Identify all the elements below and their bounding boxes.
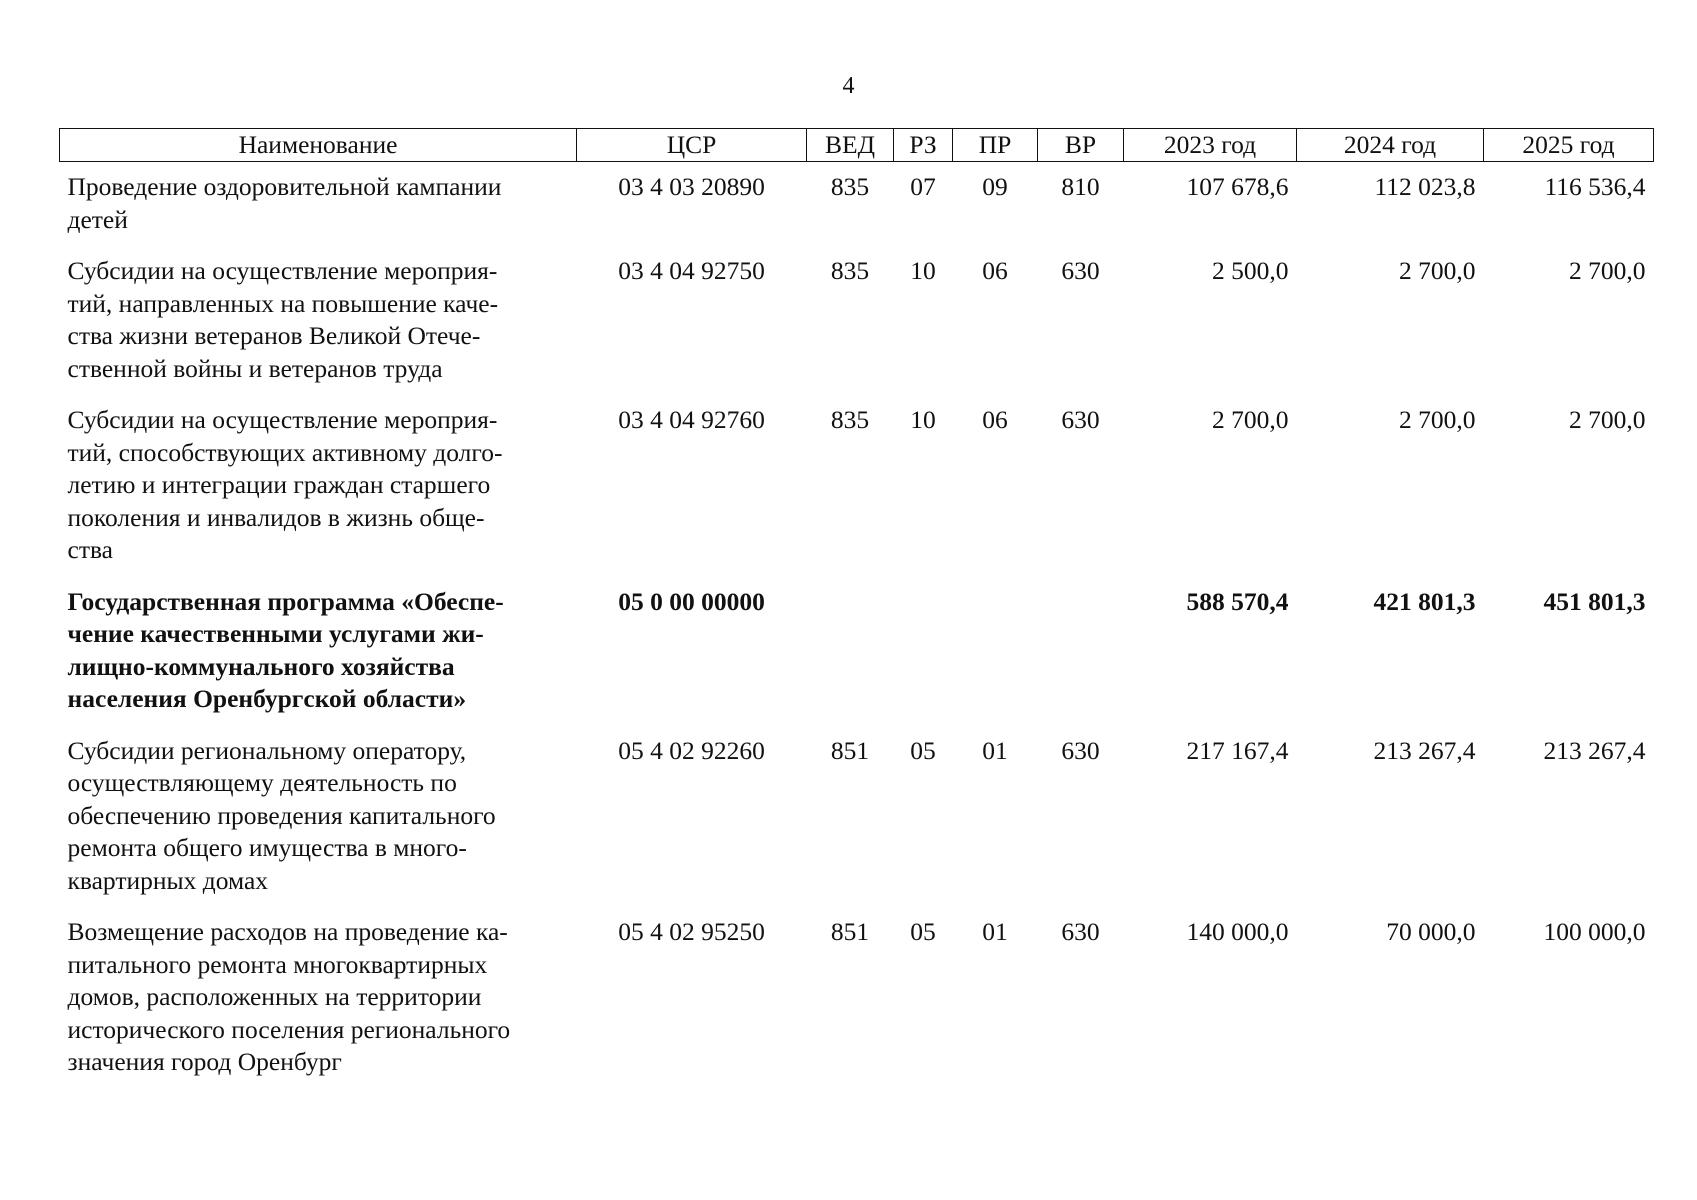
row-vr	[1038, 580, 1124, 729]
row-name: Проведение оздоровительной кампании детей	[67, 172, 502, 234]
row-pr	[953, 580, 1038, 729]
header-rz: РЗ	[894, 129, 953, 162]
row-csr: 03 4 04 92750	[618, 256, 765, 285]
header-ved: ВЕД	[807, 129, 894, 162]
table-row-program	[60, 580, 1654, 729]
row-name: Субсидии на осуществление мероприя- тий, способствующих активному долго- летию и интеграции граждан старшего поколения и инвалидов в жизнь обще- ства	[67, 405, 503, 564]
row-2024: 70 000,0	[1386, 917, 1476, 946]
budget-table	[59, 128, 1654, 1092]
row-2023: 217 167,4	[1186, 735, 1289, 765]
table-row	[60, 398, 1654, 580]
row-vr: 630	[1061, 735, 1100, 765]
row-rz: 05	[910, 735, 936, 765]
row-ved: 851	[830, 917, 870, 946]
row-2023: 107 678,6	[1186, 172, 1289, 201]
row-2024: 213 267,4	[1373, 735, 1476, 765]
table-row	[60, 249, 1654, 398]
row-vr: 630	[1061, 405, 1100, 434]
row-vr: 630	[1061, 917, 1100, 946]
row-ved	[807, 580, 894, 729]
row-ved: 835	[830, 405, 870, 434]
row-rz: 07	[910, 172, 936, 201]
row-2023: 2 700,0	[1212, 405, 1289, 434]
row-2023: 2 500,0	[1212, 256, 1289, 285]
row-name: Возмещение расходов на проведение ка- питального ремонта многоквартирных домов, расположенных на территории исторического поселения регионального значения город Оренбург	[67, 917, 511, 1076]
table-row	[60, 162, 1654, 250]
table-header-row	[60, 129, 1654, 162]
row-ved: 835	[830, 172, 870, 201]
row-pr: 01	[982, 735, 1008, 765]
row-rz	[894, 580, 953, 729]
row-csr: 05 4 02 92260	[618, 735, 765, 765]
row-ved: 851	[830, 735, 870, 765]
row-2025: 451 801,3	[1543, 586, 1646, 616]
row-2025: 116 536,4	[1544, 172, 1646, 201]
row-ved: 835	[830, 256, 870, 285]
header-2024: 2024 год	[1297, 129, 1484, 162]
row-csr: 05 4 02 95250	[618, 917, 765, 946]
row-2025: 2 700,0	[1569, 405, 1646, 434]
row-2024: 421 801,3	[1373, 586, 1476, 616]
row-vr: 810	[1061, 172, 1100, 201]
row-2024: 2 700,0	[1399, 405, 1476, 434]
row-csr: 03 4 03 20890	[618, 172, 765, 201]
header-csr: ЦСР	[577, 129, 807, 162]
row-csr: 03 4 04 92760	[618, 405, 765, 434]
row-2023: 140 000,0	[1186, 917, 1289, 946]
row-rz: 10	[910, 256, 936, 285]
row-name: Субсидии на осуществление мероприя- тий, направленных на повышение каче- ства жизни ветеранов Великой Отече- ственной войны и ветеранов труда	[67, 256, 499, 383]
row-name: Субсидии региональному оператору, осуществляющему деятельность по обеспечению проведения капитального ремонта общего имущества в много- квартирных домах	[67, 735, 496, 895]
row-vr: 630	[1061, 256, 1100, 285]
header-2025: 2025 год	[1484, 129, 1654, 162]
header-name: Наименование	[60, 129, 577, 162]
row-rz: 10	[910, 405, 936, 434]
row-pr: 06	[982, 405, 1008, 434]
header-pr: ПР	[953, 129, 1038, 162]
header-vr: ВР	[1038, 129, 1124, 162]
row-name: Государственная программа «Обеспе- чение качественными услугами жи- лищно-коммунального хозяйства населения Оренбургской области»	[67, 586, 504, 713]
header-2023: 2023 год	[1124, 129, 1297, 162]
row-pr: 09	[982, 172, 1008, 201]
row-rz: 05	[910, 917, 936, 946]
row-2025: 213 267,4	[1543, 735, 1646, 765]
row-pr: 06	[982, 256, 1008, 285]
row-csr: 05 0 00 00000	[618, 586, 765, 616]
row-2023: 588 570,4	[1186, 586, 1289, 616]
row-2025: 100 000,0	[1543, 917, 1646, 946]
row-2025: 2 700,0	[1569, 256, 1646, 285]
row-2024: 112 023,8	[1374, 172, 1476, 201]
row-2024: 2 700,0	[1399, 256, 1476, 285]
table-row	[60, 910, 1654, 1092]
row-pr: 01	[982, 917, 1008, 946]
page-number: 4	[842, 73, 855, 99]
table-row	[60, 729, 1654, 911]
